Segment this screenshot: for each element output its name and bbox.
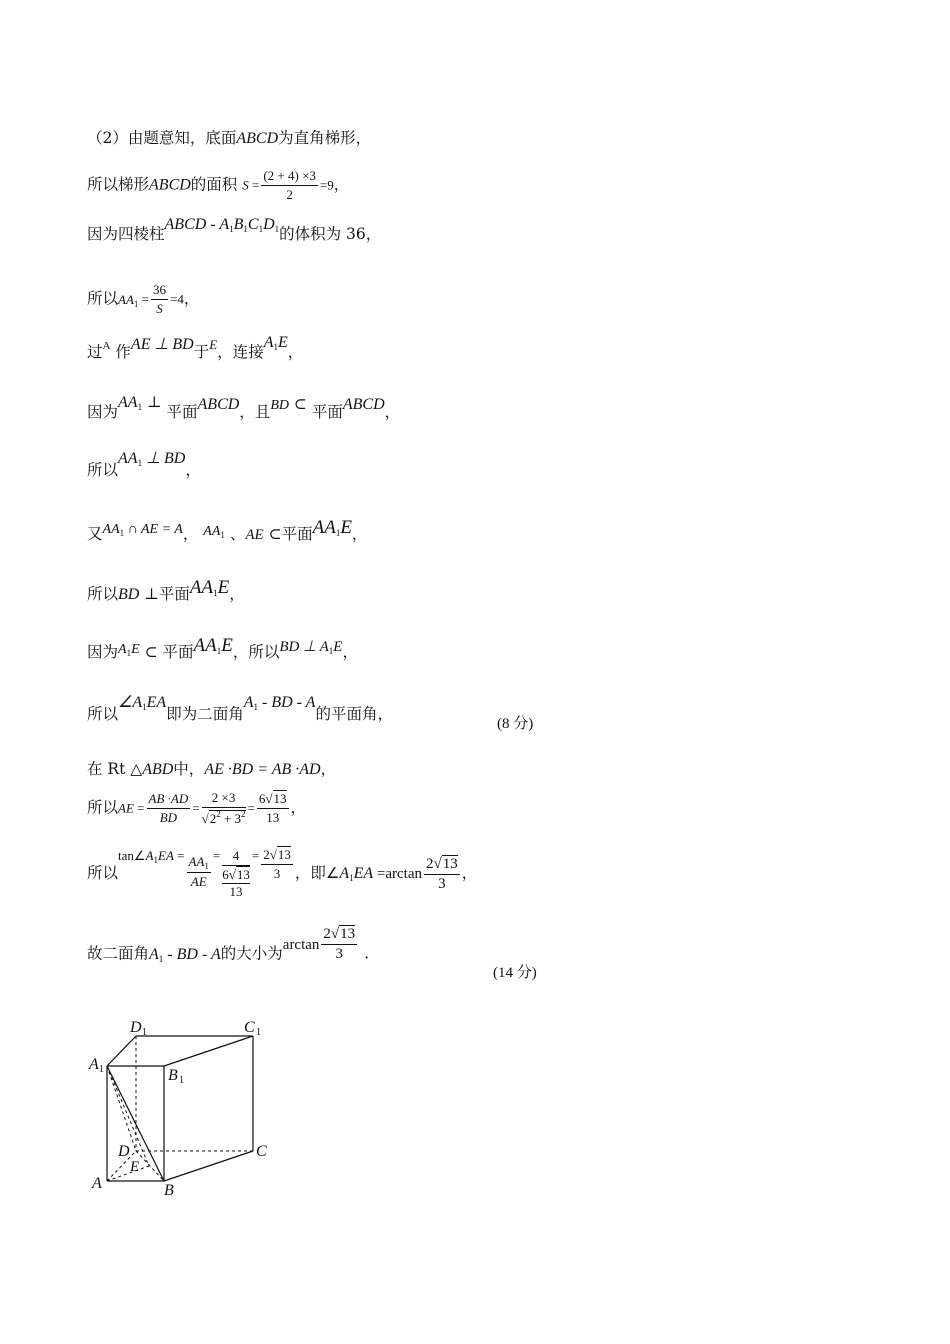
line-7: 所以$AA_1$ ⊥ BD， [87,450,201,479]
label-A: A [92,1175,102,1192]
label-C: C [256,1143,267,1160]
line-9: 所以BD ⊥平面$AA_1E$， [87,577,245,603]
line-14: 所以$^{tan\angle A_1EA}$ = $\frac{AA_1}{AE}$ = 4 6√13 13 = $\frac{2√13}{3}$ ，即$\angle A_1EA =\arctan$ $\frac{2√13}{3}$ ， [87,846,478,899]
label-A1: A [89,1056,99,1073]
line-1: （2）由题意知，底面ABCD为直角梯形， [87,129,372,147]
label-E: E [130,1159,140,1175]
score-14: (14 分) [493,965,537,981]
line-12: 在 Rt △ABD中，AE ·BD = AB ·AD， [87,760,337,778]
line-13: 所以AE = $\frac{AB \cdot AD}{BD}$ = $\frac{2 \times 3}{√2^2 + 3^2}$ = $\frac{6√13}{13}$ ， [87,790,307,826]
svg-text:1: 1 [256,1027,261,1038]
line-10: 因为$A_1E$ ⊂ 平面$AA_1E$，所以BD ⊥ $A_1E$， [87,635,358,661]
svg-text:1: 1 [99,1064,104,1075]
line-5: 过$^A$ 作AE ⊥ BD于$^E$，连接$A_1E$， [87,334,304,361]
label-C1: C [244,1019,255,1036]
label-D: D [118,1143,130,1160]
label-B: B [164,1182,174,1199]
score-8: (8 分) [497,716,534,732]
svg-text:1: 1 [142,1027,147,1038]
line-8: 又$AA_1$ ∩ AE = A， $AA_1$ 、AE ⊂平面$AA_1E$， [87,517,368,543]
line-6: 因为$AA_1$ ⊥ 平面ABCD，且BD ⊂ 平面ABCD， [87,393,401,421]
line-2: 所以梯形ABCD的面积 S = $\frac{(2 + 4) \times 3}{2}$ =9， [87,168,350,202]
svg-text:1: 1 [179,1075,184,1086]
line-11: 所以$\angle A_1EA$即为二面角$A_1$ - BD - A的平面角， [87,694,393,723]
label-B1: B [168,1067,178,1084]
label-D1: D [130,1019,142,1036]
line-3: 因为四棱柱ABCD - $A_1B_1C_1D_1$的体积为 36， [87,216,382,243]
line-15: 故二面角$A_1$ - BD - A的大小为arctan $\frac{2√13}{3}$ . [87,926,370,964]
prism-figure [80,1010,280,1210]
line-4: 所以$AA_1$ = $\frac{36}{S}$ =4， [87,282,200,316]
